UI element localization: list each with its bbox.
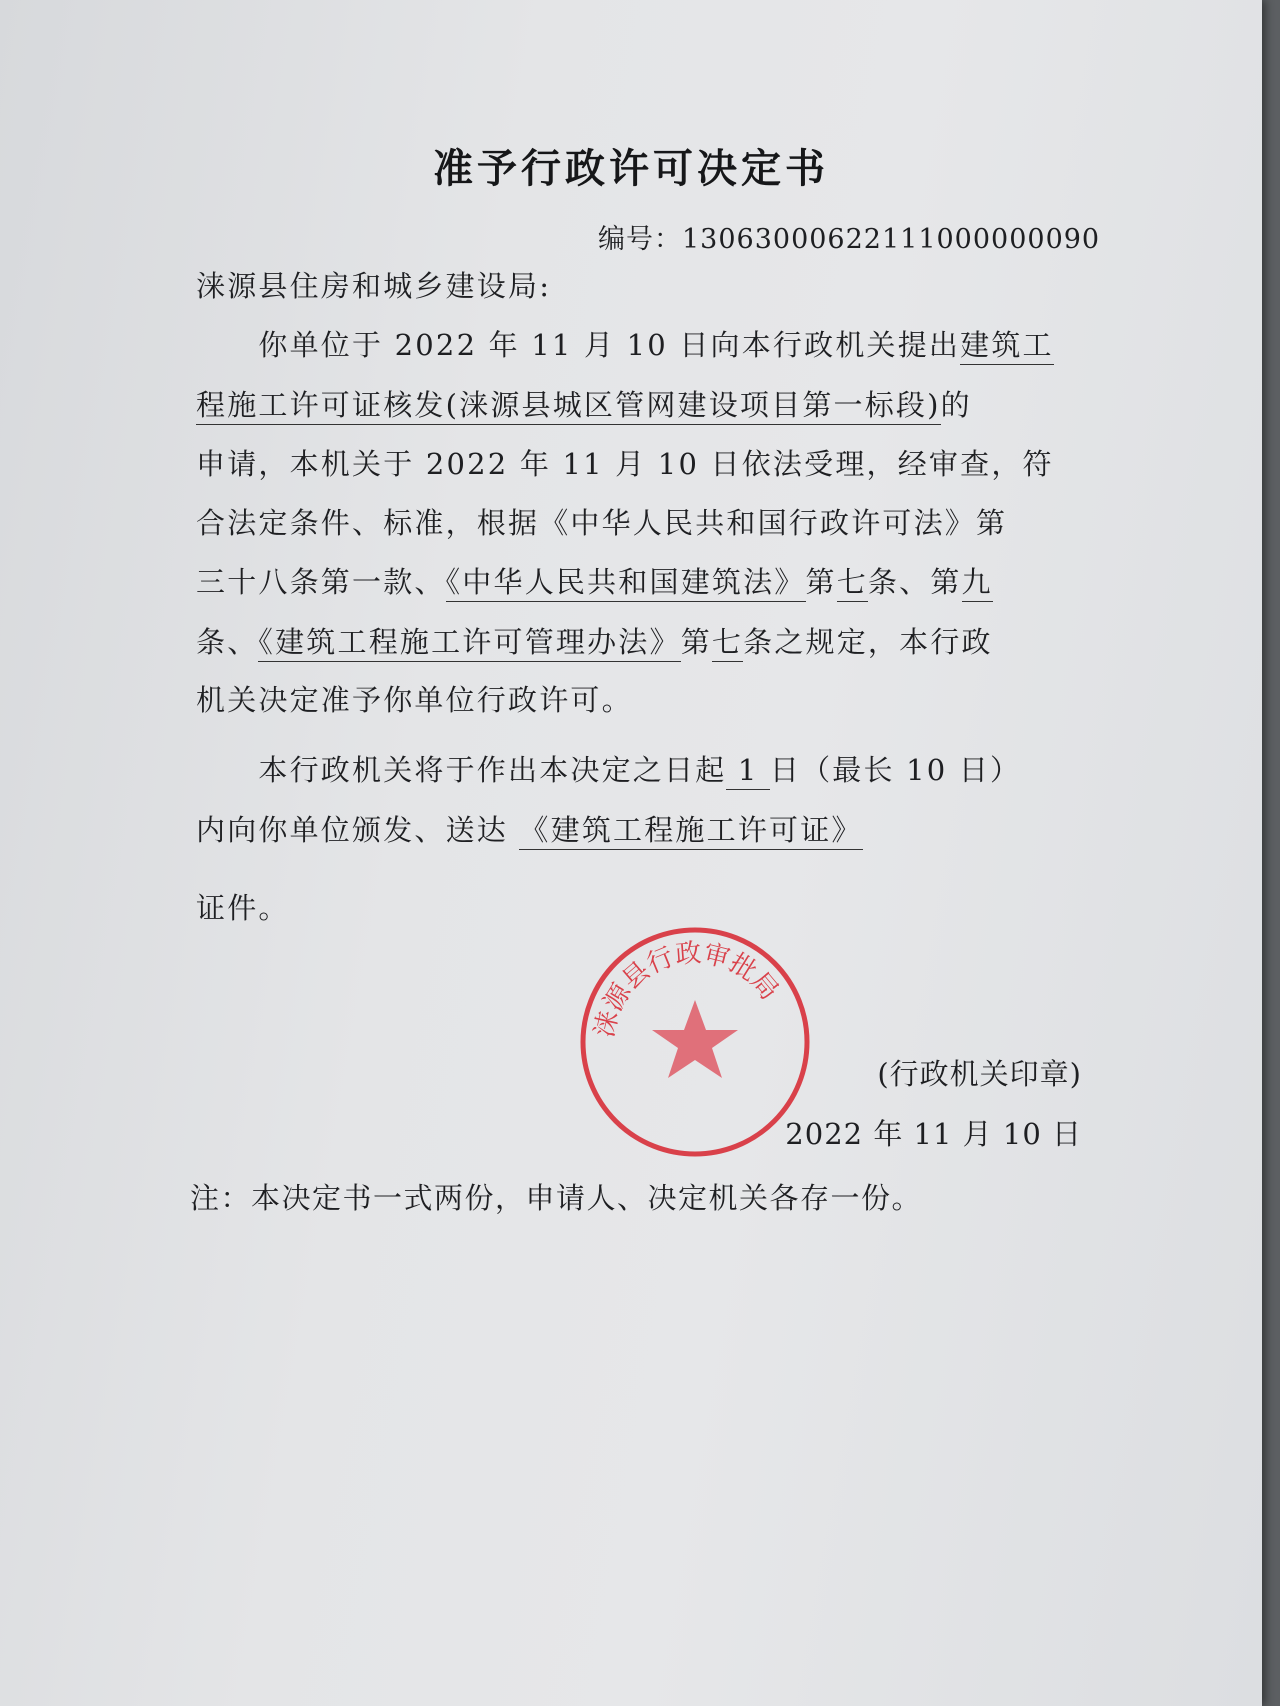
document-number-value: 13063000622111000000090: [682, 224, 1101, 255]
body-line: [196, 325, 1054, 365]
body-line: [196, 503, 1007, 543]
document-title: 准予行政许可决定书: [433, 145, 829, 192]
filled-field-text: 1: [726, 753, 770, 790]
body-text: 条之规定，本行政: [743, 625, 993, 659]
body-text: 日（最长 10 日）: [769, 753, 1022, 787]
filled-field-text: 七: [712, 625, 743, 662]
seal-caption: (行政机关印章): [877, 1057, 1082, 1091]
seal-text: 涞源县行政审批局: [589, 938, 785, 1041]
body-text: 三十八条第一款、: [196, 565, 446, 599]
body-text: 机关决定准予你单位行政许可。: [196, 683, 633, 717]
filled-field-text: 程施工许可证核发(涞源县城区管网建设项目第一标段): [196, 388, 941, 425]
body-line: [196, 810, 863, 850]
body-text: 的: [940, 388, 972, 422]
body-line: [196, 680, 633, 720]
body-text: 第: [680, 625, 712, 659]
body-text: 内向你单位颁发、送达: [196, 813, 520, 847]
seal-star-icon: [652, 1000, 738, 1078]
document-number-label: 编号：: [598, 224, 682, 255]
body-text: 本行政机关将于作出本决定之日起: [196, 753, 727, 787]
body-text: 你单位于 2022 年 11 月 10 日向本行政机关提出: [196, 328, 961, 362]
body-text: 合法定条件、标准，根据《中华人民共和国行政许可法》第: [196, 506, 1008, 540]
decision-date: 2022 年 11 月 10 日: [785, 1117, 1082, 1151]
official-seal-stamp: [575, 922, 815, 1162]
document-number: [598, 222, 1100, 258]
filled-field-text: 七: [837, 565, 868, 602]
filled-field-text: 《中华人民共和国建筑法》: [446, 565, 806, 602]
body-line: [196, 622, 993, 662]
filled-field-text: 《建筑工程施工许可管理办法》: [258, 625, 680, 662]
body-line: [196, 888, 290, 928]
filled-field-text: 《建筑工程施工许可证》: [519, 813, 862, 850]
body-line: [196, 385, 972, 425]
footnote: 注：本决定书一式两份，申请人、决定机关各存一份。: [190, 1181, 923, 1215]
body-text: 申请，本机关于 2022 年 11 月 10 日依法受理，经审查，符: [196, 447, 1054, 481]
body-line: [196, 750, 1021, 790]
filled-field-text: 九: [962, 565, 993, 602]
body-text: 第: [805, 565, 837, 599]
body-text: 条、: [196, 625, 259, 659]
body-text: 证件。: [196, 891, 290, 925]
filled-field-text: 建筑工: [960, 328, 1054, 365]
body-text: 条、第: [867, 565, 962, 599]
addressee: 涞源县住房和城乡建设局:: [196, 269, 552, 303]
body-line: [196, 562, 993, 602]
body-line: [196, 444, 1054, 484]
